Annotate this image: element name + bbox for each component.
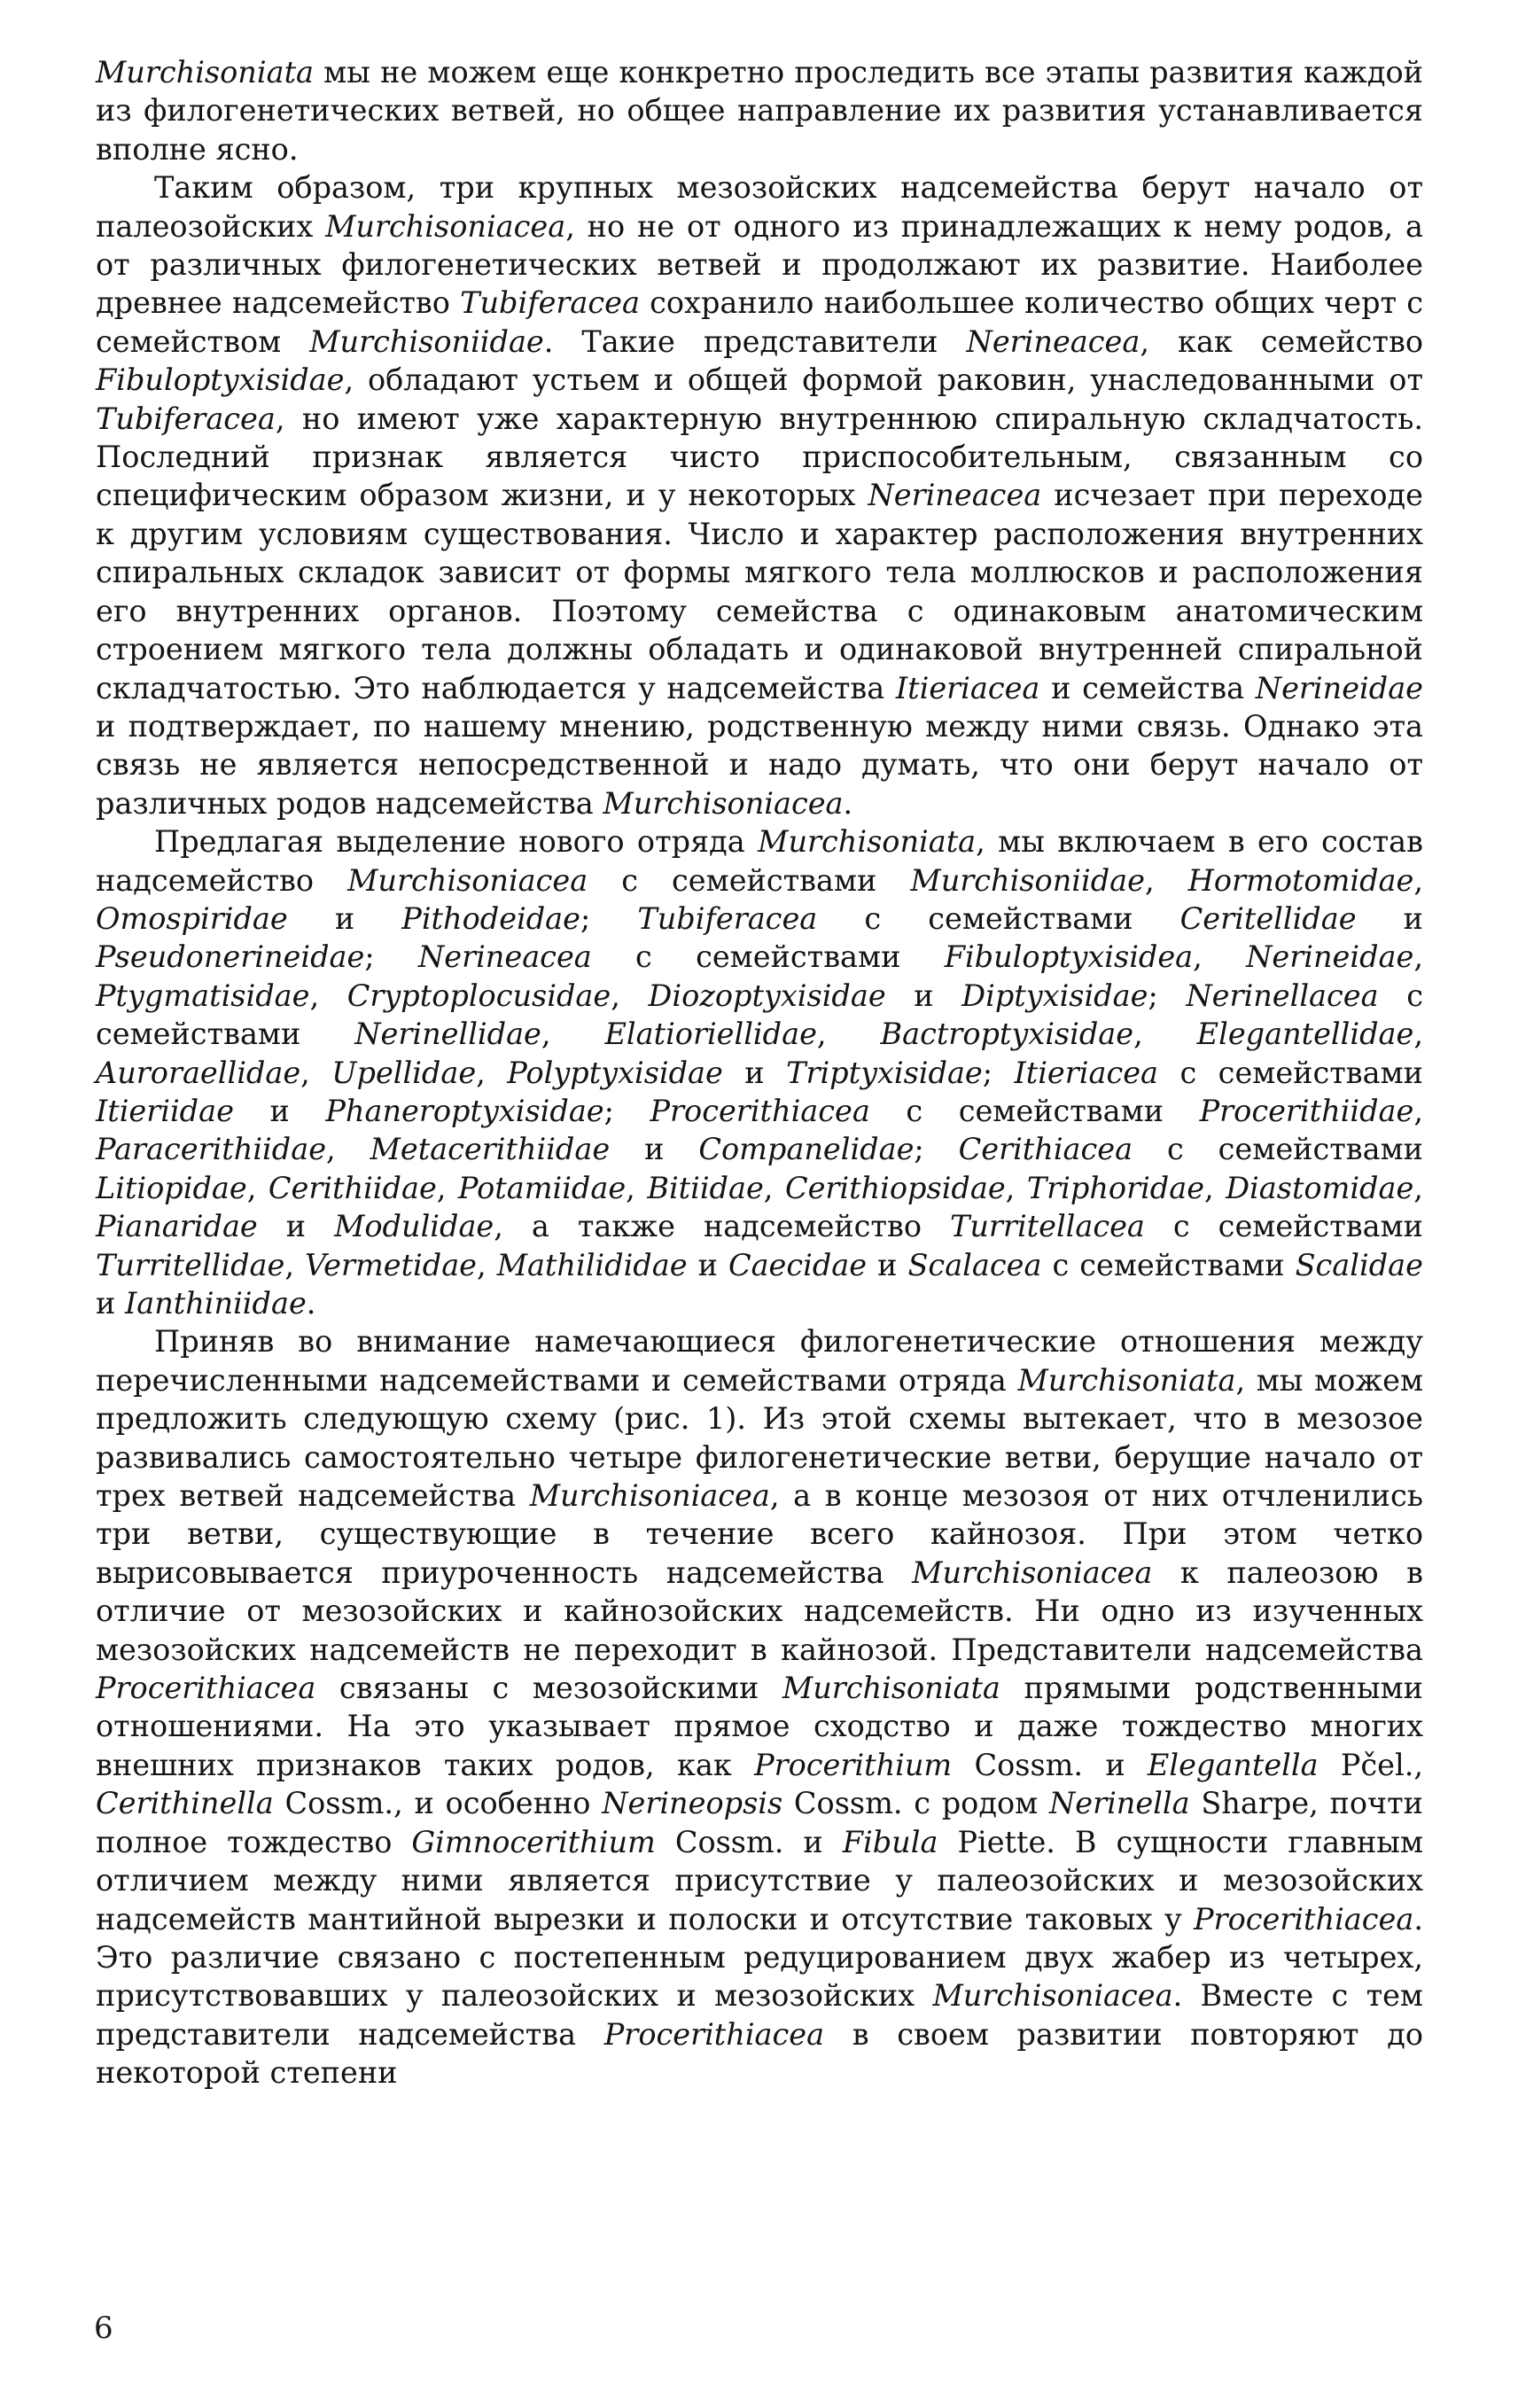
taxon-name: Paracerithiidae bbox=[96, 1132, 327, 1167]
taxon-name: Nerineidae bbox=[1246, 939, 1414, 975]
taxon-name: Companelidae bbox=[698, 1132, 915, 1167]
taxon-name: Omospiridae bbox=[96, 900, 288, 936]
taxon-name: Litiopidae bbox=[96, 1170, 247, 1205]
text-run: и bbox=[1356, 900, 1423, 936]
taxon-name: Nerinellidae bbox=[354, 1017, 541, 1052]
taxon-name: Ianthiniidae bbox=[124, 1286, 307, 1321]
text-run: , bbox=[541, 1017, 605, 1052]
taxon-name: Turritellacea bbox=[950, 1209, 1145, 1244]
taxon-name: Ceritellidae bbox=[1179, 900, 1357, 936]
text-run: к палеозою в отличие от мезозойских и кайнозойских надсемейств. Ни одно из изученных мезозойских надсемейств не переходит в кайнозой. Представители надсемейства bbox=[96, 1555, 1423, 1667]
taxon-name: Procerithiacea bbox=[1194, 1901, 1414, 1937]
taxon-name: Vermetidae bbox=[305, 1247, 477, 1282]
text-run: Cossm. и bbox=[952, 1747, 1148, 1782]
taxon-name: Bitiidae bbox=[647, 1170, 764, 1205]
text-run: , bbox=[436, 1170, 458, 1205]
taxon-name: Nerineacea bbox=[966, 323, 1140, 359]
text-run: , bbox=[611, 978, 649, 1013]
text-run: . bbox=[306, 1286, 316, 1321]
taxon-name: Nerineacea bbox=[868, 478, 1042, 513]
text-run: , мы включаем в его состав надсемейство bbox=[96, 824, 1423, 898]
taxon-name: Pithodeidae bbox=[401, 900, 580, 936]
text-run: ; bbox=[364, 939, 418, 975]
taxon-name: Ptygmatisidae bbox=[96, 978, 310, 1013]
text-run: . Такие представители bbox=[543, 323, 967, 359]
text-run: и bbox=[257, 1209, 335, 1244]
text-run: и bbox=[687, 1247, 728, 1282]
text-run: , мы можем предложить следующую схему (рис. 1). Из этой схемы вытекает, что в мезозое развивались самостоятельно четыре филогенетические ветви, берущие начало от трех ветвей надсемейства bbox=[96, 1362, 1424, 1514]
taxon-name: Nerineidae bbox=[1255, 670, 1423, 705]
taxon-name: Cerithiidae bbox=[268, 1170, 437, 1205]
taxon-name: Hormotomidae bbox=[1187, 862, 1414, 898]
paragraph-2 bbox=[96, 168, 1423, 822]
taxon-name: Murchisoniacea bbox=[529, 1478, 770, 1514]
text-run: , bbox=[816, 1017, 881, 1052]
text-run: и bbox=[96, 1286, 125, 1321]
taxon-name: Scalidae bbox=[1295, 1247, 1423, 1282]
text-run: , bbox=[1413, 939, 1423, 975]
text-run: связаны с мезозойскими bbox=[315, 1671, 782, 1706]
text-run: прямыми родственными отношениями. На это указывает прямое сходство и даже тождество многих внешних признаков таких родов, как bbox=[96, 1671, 1423, 1782]
taxon-name: Itieriacea bbox=[1014, 1055, 1159, 1090]
taxon-name: Itieriidae bbox=[96, 1093, 234, 1128]
text-run: с семействами bbox=[588, 862, 911, 898]
text-run: , bbox=[763, 1170, 785, 1205]
taxon-name: Cerithinella bbox=[96, 1786, 274, 1821]
text-run: ; bbox=[914, 1132, 959, 1167]
text-run: , bbox=[309, 978, 347, 1013]
taxon-name: Polyptyxisidae bbox=[507, 1055, 723, 1090]
taxon-name: Upellidae bbox=[331, 1055, 477, 1090]
paragraph-3 bbox=[96, 822, 1423, 1322]
taxon-name: Cerithiacea bbox=[958, 1132, 1133, 1167]
text-run: Cossm. и bbox=[655, 1824, 843, 1859]
taxon-name: Fibula bbox=[842, 1824, 938, 1859]
taxon-name: Auroraellidae bbox=[96, 1055, 301, 1090]
taxon-name: Diastomidae bbox=[1226, 1170, 1414, 1205]
text-run: , а в конце мезозоя от них отчленились три ветви, существующие в течение всего кайнозоя. При этом четко вырисовывается приуроченность надсемейства bbox=[96, 1478, 1423, 1590]
taxon-name: Mathilididae bbox=[496, 1247, 688, 1282]
taxon-name: Triptyxisidae bbox=[786, 1055, 983, 1090]
taxon-name: Potamiidae bbox=[457, 1170, 627, 1205]
taxon-name: Modulidae bbox=[334, 1209, 494, 1244]
text-run: , как семейство bbox=[1140, 323, 1423, 359]
text-run: , bbox=[284, 1247, 306, 1282]
text-run: , bbox=[1193, 939, 1247, 975]
text-run: , а также надсемейство bbox=[494, 1209, 950, 1244]
text-run: и подтверждает, по нашему мнению, родственную между ними связь. Однако эта связь не является непосредственной и надо думать, что они берут начало от различных родов надсемейства bbox=[96, 708, 1423, 821]
taxon-name: Murchisoniata bbox=[758, 824, 977, 860]
text-run: , bbox=[1413, 1093, 1423, 1128]
text-run: , bbox=[246, 1170, 269, 1205]
taxon-name: Murchisoniacea bbox=[603, 785, 844, 821]
text-run: Cossm., и особенно bbox=[273, 1786, 603, 1821]
text-run: , bbox=[1133, 1017, 1197, 1052]
taxon-name: Murchisoniata bbox=[1017, 1362, 1236, 1398]
taxon-name: Pianaridae bbox=[96, 1209, 258, 1244]
text-run: с семействами bbox=[817, 900, 1180, 936]
taxon-name: Elatioriellidae bbox=[604, 1017, 817, 1052]
text-run: ; bbox=[982, 1055, 1015, 1090]
text-run: , bbox=[326, 1132, 370, 1167]
taxon-name: Turritellidae bbox=[96, 1247, 285, 1282]
taxon-name: Nerinella bbox=[1048, 1786, 1190, 1821]
text-run: с семействами bbox=[1144, 1209, 1423, 1244]
text-run: , bbox=[626, 1170, 648, 1205]
taxon-name: Tubiferacea bbox=[637, 900, 818, 936]
taxon-name: Cerithiopsidae bbox=[784, 1170, 1006, 1205]
taxon-name: Itieriacea bbox=[895, 670, 1040, 705]
text-run: ; bbox=[1148, 978, 1187, 1013]
taxon-name: Murchisoniacea bbox=[932, 1978, 1173, 2014]
paragraph-1 bbox=[96, 53, 1423, 168]
taxon-name: Elegantellidae bbox=[1196, 1017, 1414, 1052]
taxon-name: Nerinellacea bbox=[1186, 978, 1379, 1013]
text-run: , bbox=[1413, 1017, 1423, 1052]
text-run: . bbox=[843, 785, 853, 821]
taxon-name: Murchisoniacea bbox=[912, 1555, 1153, 1590]
text-run: ; bbox=[603, 1093, 650, 1128]
taxon-name: Phaneroptyxisidae bbox=[325, 1093, 604, 1128]
taxon-name: Nerineacea bbox=[417, 939, 592, 975]
text-run: Sharpe, почти полное тождество bbox=[96, 1786, 1424, 1859]
page-body bbox=[96, 53, 1423, 2092]
text-run: Cossm. с родом bbox=[782, 1786, 1049, 1821]
text-run: , bbox=[1413, 862, 1423, 898]
text-run: и bbox=[885, 978, 962, 1013]
text-run: с семействами bbox=[1041, 1247, 1296, 1282]
page-number: 6 bbox=[94, 2311, 113, 2346]
text-run: исчезает при переходе к другим условиям существования. Число и характер расположения внутренних спиральных складок зависит от формы мягкого тела моллюсков и расположения его внутренних органов. Поэтому семейства с одинаковым анатомическим строением мягкого тела должны обладать и одинаковой внутренней спиральной складчатостью. Это наблюдается у надсемейства bbox=[96, 478, 1423, 705]
text-run: . Это различие связано с постепенным редуцированием двух жабер из четырех, присутствовавших у палеозойских и мезозойских bbox=[96, 1901, 1423, 2014]
text-run: , но имеют уже характерную внутреннюю спиральную складчатость. Последний признак является чисто приспособительным, связанным со специфическим образом жизни, и у некоторых bbox=[96, 401, 1423, 513]
taxon-name: Caecidae bbox=[728, 1247, 868, 1282]
text-run: , bbox=[1144, 862, 1188, 898]
taxon-name: Triphoridae bbox=[1026, 1170, 1205, 1205]
taxon-name: Murchisoniidae bbox=[309, 323, 544, 359]
taxon-name: Procerithium bbox=[754, 1747, 953, 1782]
taxon-name: Metacerithiidae bbox=[370, 1132, 611, 1167]
text-run: Pčel., bbox=[1318, 1747, 1423, 1782]
text-run: , bbox=[1005, 1170, 1027, 1205]
taxon-name: Nerineopsis bbox=[602, 1786, 783, 1821]
taxon-name: Fibuloptyxisidea bbox=[944, 939, 1194, 975]
taxon-name: Procerithiacea bbox=[603, 2016, 825, 2052]
text-run: . Вместе с тем представители надсемейства bbox=[96, 1978, 1423, 2052]
text-run: с семействами bbox=[1133, 1132, 1423, 1167]
taxon-name: Fibuloptyxisidae bbox=[96, 362, 345, 398]
taxon-name: Murchisoniata bbox=[96, 55, 314, 90]
taxon-name: Procerithiidae bbox=[1199, 1093, 1414, 1128]
taxon-name: Tubiferacea bbox=[96, 401, 276, 436]
taxon-name: Elegantella bbox=[1147, 1747, 1319, 1782]
taxon-name: Pseudonerineidae bbox=[96, 939, 365, 975]
taxon-name: Murchisoniata bbox=[782, 1671, 1000, 1706]
text-run: , bbox=[300, 1055, 332, 1090]
taxon-name: Murchisoniacea bbox=[347, 862, 588, 898]
text-run: и bbox=[233, 1093, 326, 1128]
text-run: с семействами bbox=[591, 939, 945, 975]
text-run: и bbox=[610, 1132, 699, 1167]
text-run: Приняв во внимание намечающиеся филогенетические отношения между перечисленными надсемействами и семействами отряда bbox=[96, 1324, 1423, 1398]
taxon-name: Gimnocerithium bbox=[411, 1824, 656, 1859]
text-run: мы не можем еще конкретно проследить все этапы развития каждой из филогенетических ветвей, но общее направление их развития устанавливается вполне ясно. bbox=[96, 55, 1423, 167]
text-run: Таким образом, три крупных мезозойских надсемейства берут начало от палеозойских bbox=[96, 170, 1423, 244]
text-run: , обладают устьем и общей формой раковин, унаследованными от bbox=[344, 362, 1423, 398]
paragraph-4 bbox=[96, 1322, 1423, 2092]
text-run: , bbox=[1413, 1170, 1423, 1205]
text-run: и семейства bbox=[1039, 670, 1256, 705]
taxon-name: Scalacea bbox=[907, 1247, 1042, 1282]
text-run: и bbox=[287, 900, 402, 936]
text-run: Предлагая выделение нового отряда bbox=[154, 824, 759, 860]
taxon-name: Tubiferacea bbox=[460, 285, 640, 321]
taxon-name: Procerithiacea bbox=[96, 1671, 316, 1706]
text-run: , bbox=[1204, 1170, 1226, 1205]
taxon-name: Murchisoniidae bbox=[910, 862, 1145, 898]
taxon-name: Bactroptyxisidae bbox=[880, 1017, 1134, 1052]
text-run: , bbox=[477, 1247, 497, 1282]
text-run: в своем развитии повторяют до некоторой степени bbox=[96, 2016, 1423, 2091]
text-run: и bbox=[867, 1247, 908, 1282]
text-run: и bbox=[722, 1055, 787, 1090]
text-run: с семействами bbox=[1158, 1055, 1423, 1090]
taxon-name: Murchisoniacea bbox=[325, 208, 566, 244]
taxon-name: Diptyxisidae bbox=[961, 978, 1148, 1013]
text-run: с семействами bbox=[96, 978, 1423, 1052]
taxon-name: Cryptoplocusidae bbox=[346, 978, 611, 1013]
text-run: , но не от одного из принадлежащих к нему родов, а от различных филогенетических ветвей и продолжают их развитие. Наиболее древнее надсемейство bbox=[96, 208, 1423, 321]
text-run: с семействами bbox=[869, 1093, 1200, 1128]
text-run: , bbox=[476, 1055, 508, 1090]
text-run: ; bbox=[580, 900, 638, 936]
text-run: Piette. В сущности главным отличием между ними является присутствие у палеозойских и мезозойских надсемейств мантийной вырезки и полоски и отсутствие таковых у bbox=[96, 1824, 1424, 1937]
text-run: сохранило наибольшее количество общих черт с семейством bbox=[96, 285, 1423, 359]
taxon-name: Procerithiacea bbox=[650, 1093, 870, 1128]
taxon-name: Diozoptyxisidae bbox=[648, 978, 886, 1013]
